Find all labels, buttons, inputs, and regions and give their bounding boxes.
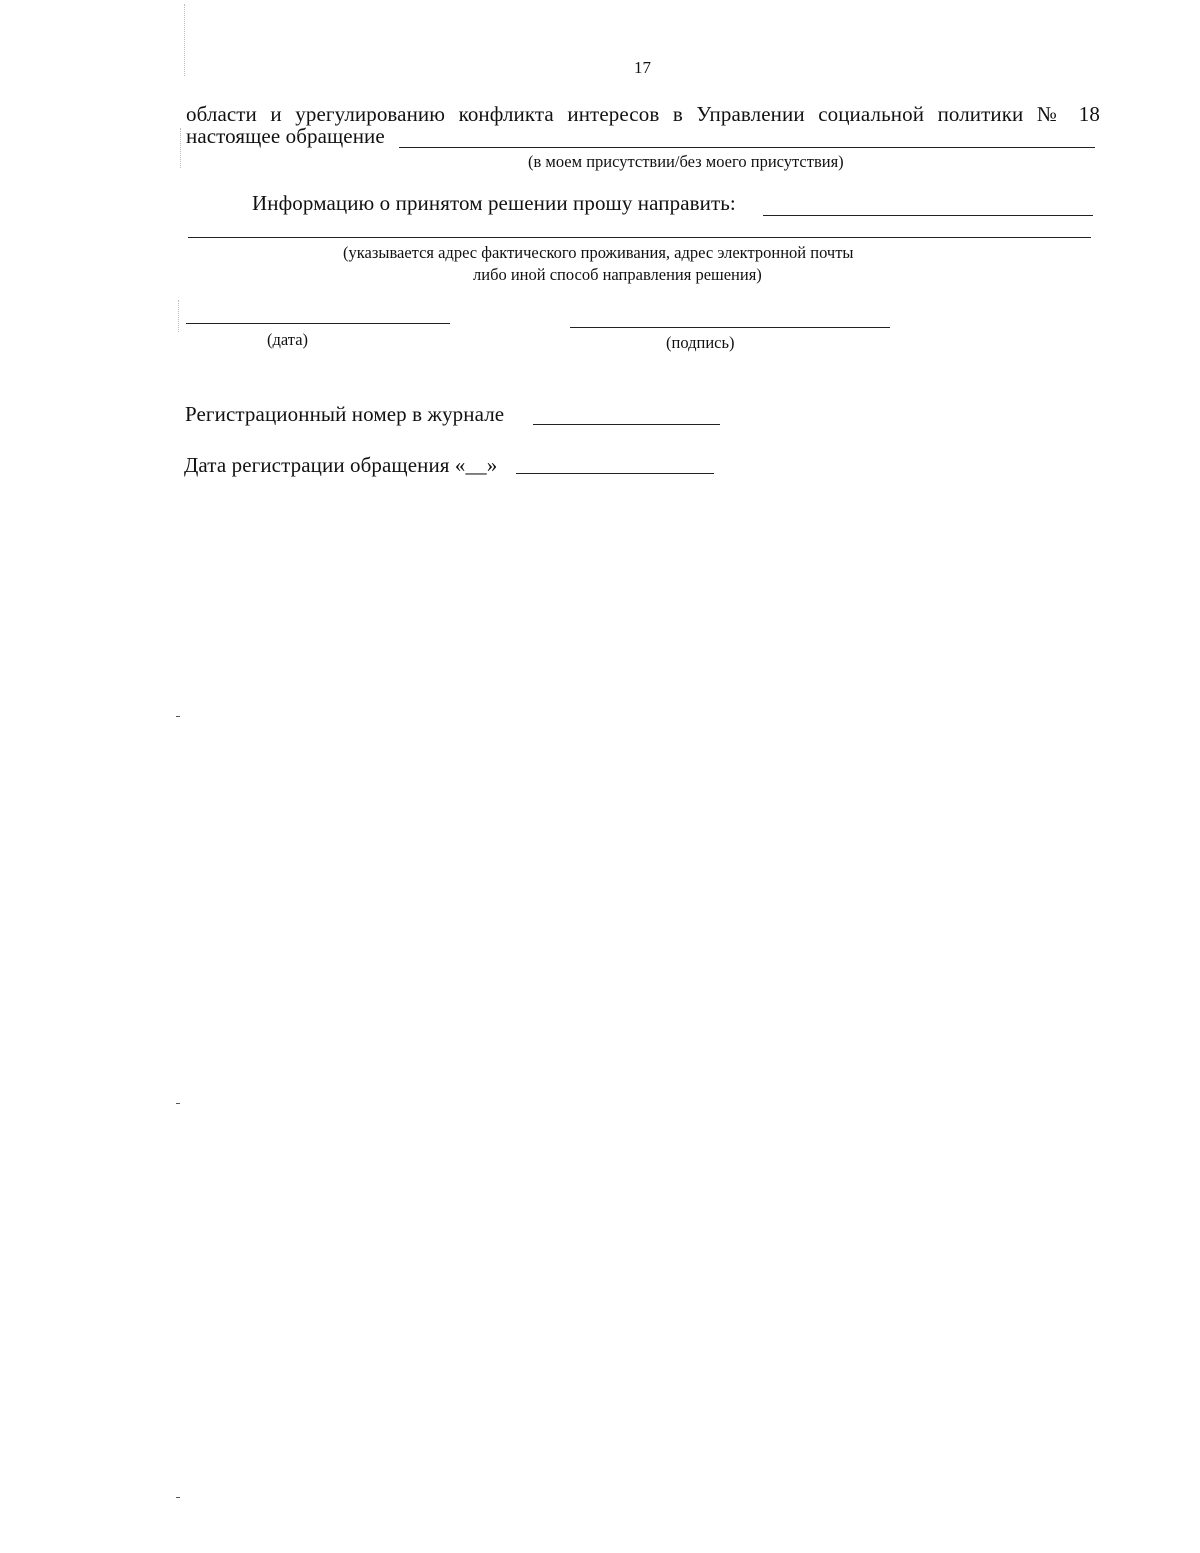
paragraph-line-2: настоящее обращение [186,124,385,148]
scan-artifact [176,1497,180,1498]
scan-artifact [176,1103,180,1104]
scan-artifact [176,716,180,717]
scan-artifact [178,300,180,332]
scan-artifact [184,4,186,76]
paragraph-line-1: области и урегулированию конфликта интересов в Управлении социальной политики № 18 [186,102,1100,126]
signature-caption: (подпись) [666,333,735,352]
registration-number-label: Регистрационный номер в журнале [185,402,505,426]
registration-date-blank-line[interactable] [516,473,714,474]
registration-number-blank-line[interactable] [533,424,720,425]
address-hint-line-1: (указывается адрес фактического проживания, адрес электронной почты [343,243,854,262]
signature-blank-line[interactable] [570,327,890,328]
address-hint-line-2: либо иной способ направления решения) [473,265,762,284]
scan-artifact [180,128,182,168]
presence-blank-line[interactable] [399,147,1095,148]
info-request-label: Информацию о принятом решении прошу направить: [252,191,736,215]
page-number: 17 [634,58,651,77]
date-blank-line[interactable] [186,323,450,324]
presence-hint: (в моем присутствии/без моего присутствия) [528,152,844,171]
info-request-blank-line[interactable] [763,215,1093,216]
address-blank-line[interactable] [188,237,1091,238]
registration-date-label: Дата регистрации обращения «__» [184,453,498,477]
date-caption: (дата) [267,330,309,349]
